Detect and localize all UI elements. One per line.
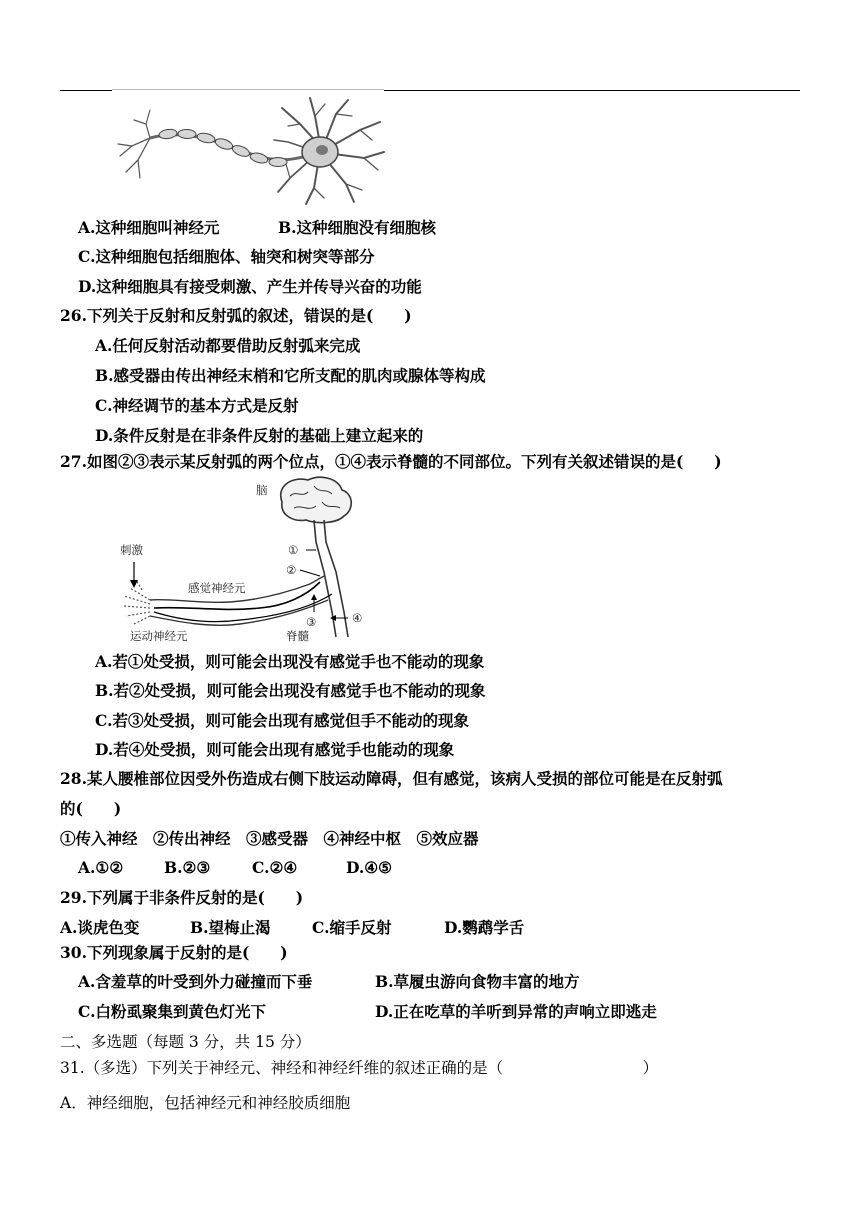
section-2-title: 二、多选题（每题 3 分，共 15 分） (60, 1033, 311, 1051)
q29-option-c: C.缩手反射 (312, 918, 392, 937)
q31-option-a: A．神经细胞，包括神经元和神经胶质细胞 (60, 1094, 351, 1112)
q25-option-d: D.这种细胞具有接受刺激、产生并传导兴奋的功能 (78, 277, 422, 296)
header-rule-mid (112, 89, 384, 90)
q26-option-a: A.任何反射活动都要借助反射弧来完成 (95, 336, 361, 355)
hand-outline (124, 580, 150, 624)
q26-option-b: B.感受器由传出神经末梢和它所支配的肌肉或腺体等构成 (95, 366, 486, 385)
q26-stem: 26.下列关于反射和反射弧的叙述，错误的是( ) (60, 306, 412, 325)
label-motor-neuron: 运动神经元 (130, 629, 188, 643)
q28-items: ①传入神经 ②传出神经 ③感受器 ④神经中枢 ⑤效应器 (60, 829, 479, 848)
q27-option-d: D.若④处受损，则可能会出现有感觉手也能动的现象 (95, 740, 455, 759)
q30-option-a: A.含羞草的叶受到外力碰撞而下垂 (78, 972, 313, 991)
q27-stem: 27.如图②③表示某反射弧的两个位点，①④表示脊髓的不同部位。下列有关叙述错误的是( ) (60, 452, 722, 471)
q25-option-c: C.这种细胞包括细胞体、轴突和树突等部分 (78, 247, 375, 266)
q31-stem: 31.（多选）下列关于神经元、神经和神经纤维的叙述正确的是（ ） (60, 1059, 659, 1077)
reflex-arc-figure (110, 472, 380, 647)
q30-option-d: D.正在吃草的羊听到异常的声响立即逃走 (375, 1002, 657, 1021)
header-rule-right (384, 90, 800, 91)
q27-option-a: A.若①处受损，则可能会出现没有感觉手也不能动的现象 (95, 652, 485, 671)
q27-option-c: C.若③处受损，则可能会出现有感觉但手不能动的现象 (95, 711, 469, 730)
q28-option-c: C.②④ (252, 858, 298, 877)
label-point-1: ① (288, 543, 299, 557)
q28-option-a: A.①② (78, 858, 124, 877)
q25-option-a: A.这种细胞叫神经元 (78, 218, 220, 237)
q30-stem: 30.下列现象属于反射的是( ) (60, 943, 288, 962)
q26-option-d: D.条件反射是在非条件反射的基础上建立起来的 (95, 426, 424, 445)
label-point-2: ② (286, 563, 297, 577)
label-sensory-neuron: 感觉神经元 (188, 581, 246, 595)
q26-option-c: C.神经调节的基本方式是反射 (95, 396, 299, 415)
q28-stem-line1: 28.某人腰椎部位因受外伤造成右侧下肢运动障碍，但有感觉，该病人受损的部位可能是在反射弧 (60, 769, 723, 788)
label-stimulus: 刺激 (120, 543, 143, 557)
q29-option-b: B.望梅止渴 (190, 918, 271, 937)
q27-option-b: B.若②处受损，则可能会出现没有感觉手也不能动的现象 (95, 681, 486, 700)
q30-option-b: B.草履虫游向食物丰富的地方 (375, 972, 580, 991)
q28-stem-line2: 的( ) (60, 799, 122, 818)
q29-option-a: A.谈虎色变 (60, 918, 140, 937)
neuron-figure (110, 94, 390, 206)
brain-shape (281, 477, 352, 522)
q30-option-c: C.白粉虱聚集到黄色灯光下 (78, 1002, 266, 1021)
label-point-3: ③ (306, 615, 317, 629)
label-spinal-cord: 脊髓 (286, 629, 309, 643)
q28-option-d: D.④⑤ (346, 858, 393, 877)
label-brain: 脑 (256, 483, 268, 497)
q28-option-b: B.②③ (164, 858, 211, 877)
header-rule-left (60, 90, 112, 91)
q29-option-d: D.鹦鹉学舌 (444, 918, 525, 937)
q29-stem: 29.下列属于非条件反射的是( ) (60, 888, 304, 907)
label-point-4: ④ (352, 611, 363, 625)
q25-option-b: B.这种细胞没有细胞核 (278, 218, 436, 237)
